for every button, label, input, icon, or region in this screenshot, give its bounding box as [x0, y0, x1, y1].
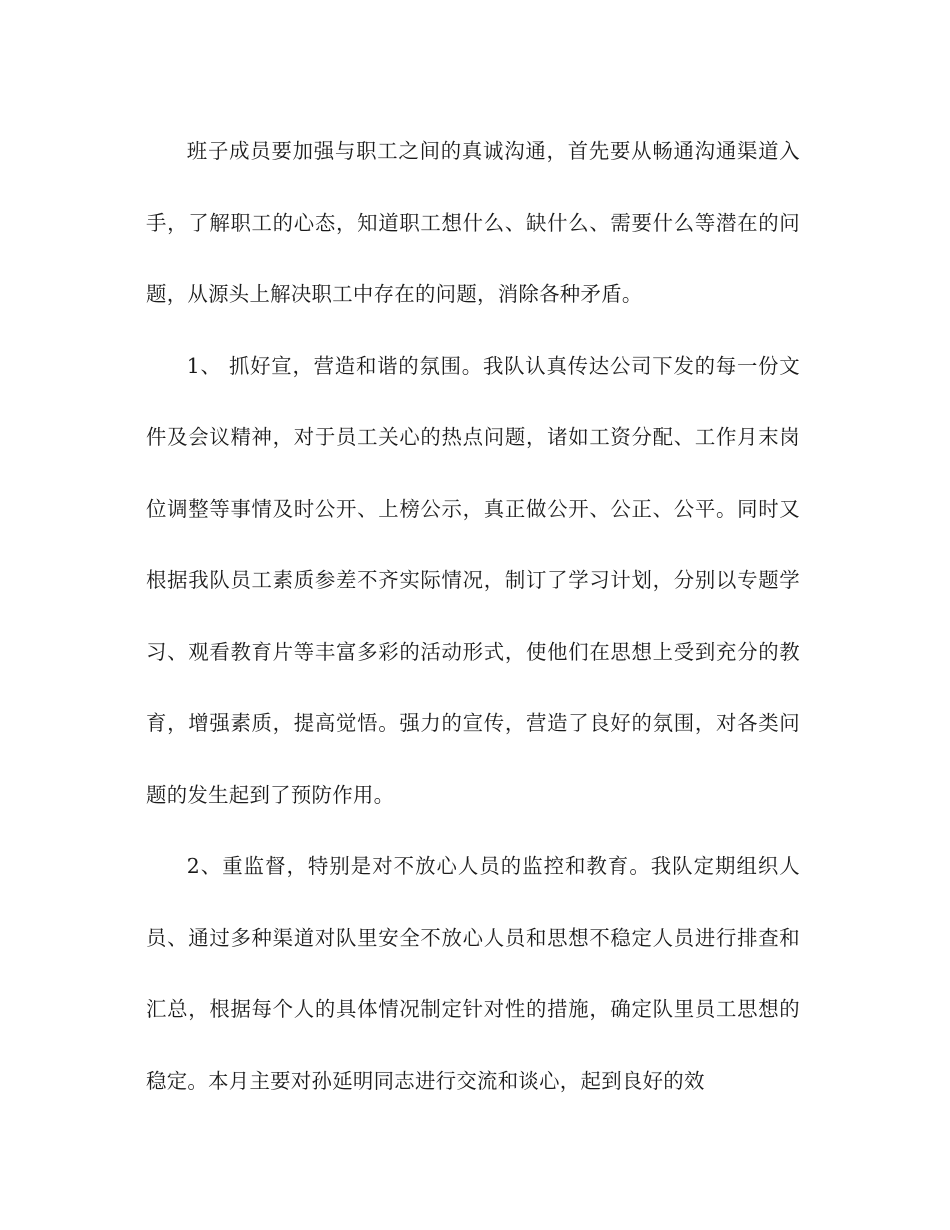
- paragraph-communication: 班子成员要加强与职工之间的真诚沟通，首先要从畅通沟通渠道入手，了解职工的心态，知道职工想什么、缺什么、需要什么等潜在的问题，从源头上解决职工中存在的问题，消除各种矛盾。: [146, 139, 800, 306]
- paragraph-item-1-publicity: 1、 抓好宣，营造和谐的氛围。我队认真传达公司下发的每一份文件及会议精神，对于员工关心的热点问题，诸如工资分配、工作月末岗位调整等事情及时公开、上榜公示，真正做公开、公正、公平。同时又根据我队员工素质参差不齐实际情况，制订了学习计划，分别以专题学习、观看教育片等丰富多彩的活动形式，使他们在思想上受到充分的教育，增强素质，提高觉悟。强力的宣传，营造了良好的氛围，对各类问题的发生起到了预防作用。: [146, 353, 800, 807]
- document-body: [146, 116, 800, 1117]
- paragraph-item-2-supervision: 2、重监督，特别是对不放心人员的监控和教育。我队定期组织人员、通过多种渠道对队里安全不放心人员和思想不稳定人员进行排查和汇总，根据每个人的具体情况制定针对性的措施，确定队里员工思想的稳定。本月主要对孙延明同志进行交流和谈心，起到良好的效: [146, 854, 800, 1093]
